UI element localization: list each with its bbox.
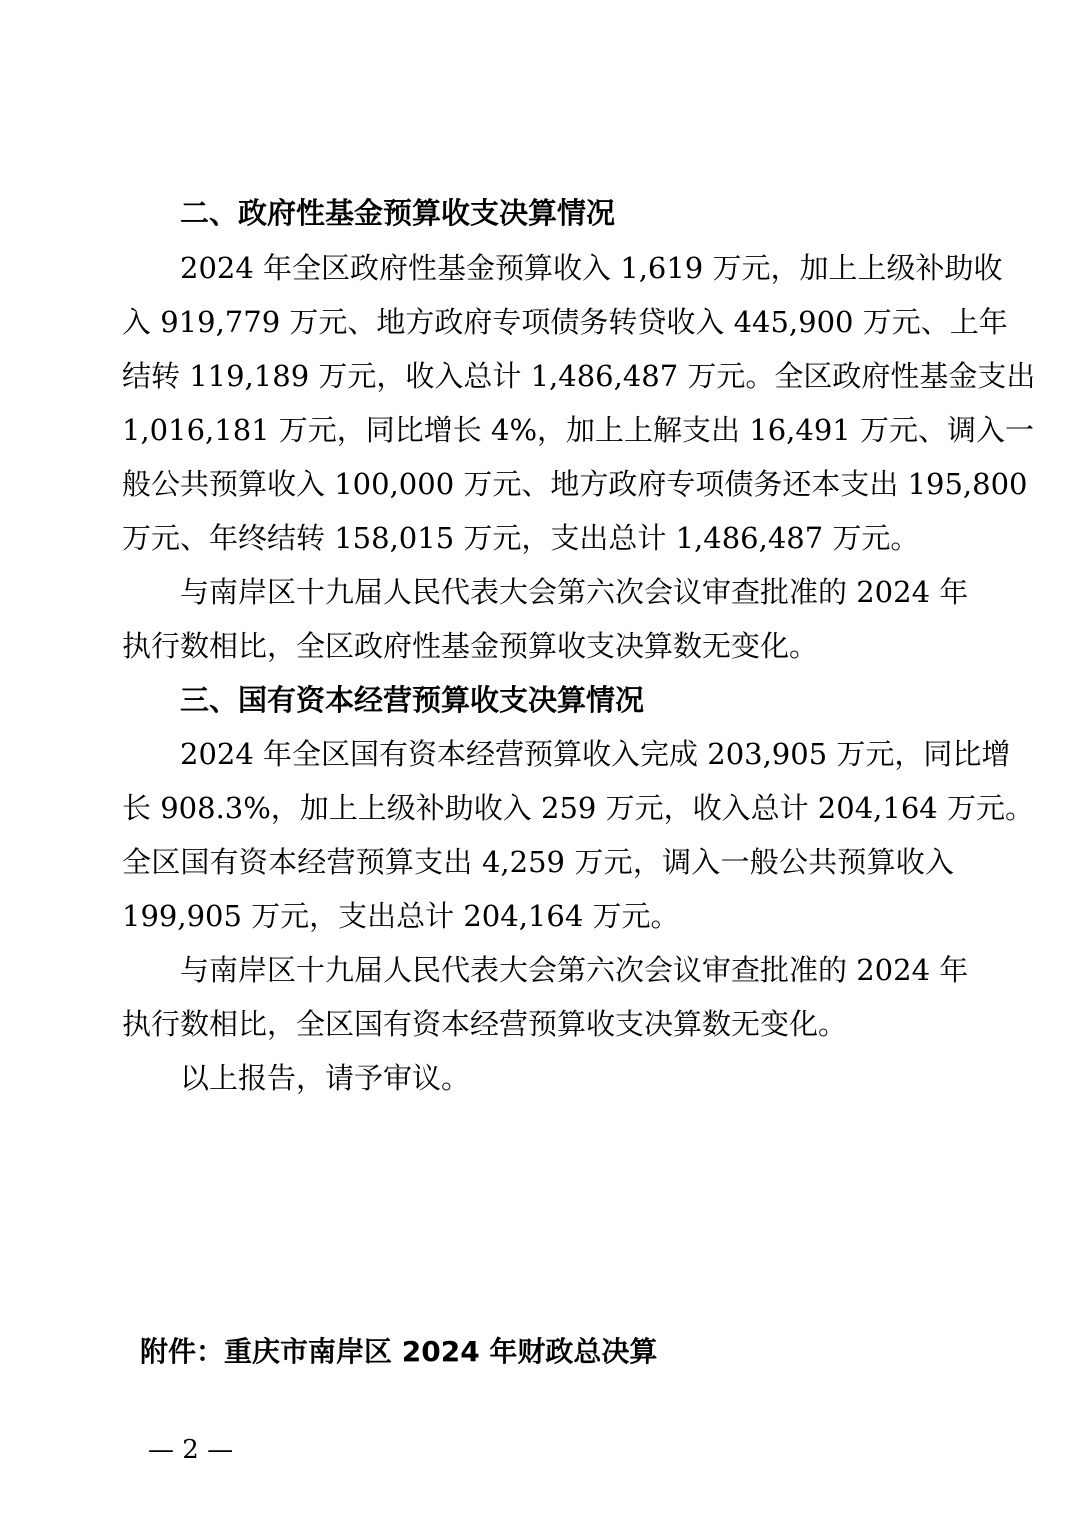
paragraph-line: 结转 119,189 万元，收入总计 1,486,487 万元。全区政府性基金支出 <box>122 359 1036 393</box>
paragraph-line: 般公共预算收入 100,000 万元、地方政府专项债务还本支出 195,800 <box>122 467 1028 501</box>
paragraph-line: 入 919,779 万元、地方政府专项债务转贷收入 445,900 万元、上年 <box>122 305 1008 339</box>
attachment-note: 附件：重庆市南岸区 2024 年财政总决算 <box>140 1335 658 1368</box>
paragraph-line: 2024 年全区政府性基金预算收入 1,619 万元，加上上级补助收 <box>180 251 1003 285</box>
paragraph-line: 长 908.3%，加上上级补助收入 259 万元，收入总计 204,164 万元。 <box>122 791 1034 825</box>
section-heading-state-capital: 三、国有资本经营预算收支决算情况 <box>180 683 645 717</box>
paragraph-line: 万元、年终结转 158,015 万元，支出总计 1,486,487 万元。 <box>122 521 920 555</box>
page-number: — 2 — <box>148 1435 234 1465</box>
paragraph-line: 与南岸区十九届人民代表大会第六次会议审查批准的 2024 年 <box>180 953 969 987</box>
paragraph-line: 执行数相比，全区政府性基金预算收支决算数无变化。 <box>122 629 819 663</box>
paragraph-line: 2024 年全区国有资本经营预算收入完成 203,905 万元，同比增 <box>180 737 1011 771</box>
paragraph-line: 199,905 万元，支出总计 204,164 万元。 <box>122 899 680 933</box>
paragraph-line: 与南岸区十九届人民代表大会第六次会议审查批准的 2024 年 <box>180 575 969 609</box>
paragraph-line: 1,016,181 万元，同比增长 4%，加上上解支出 16,491 万元、调入一 <box>122 413 1034 447</box>
paragraph-line: 执行数相比，全区国有资本经营预算收支决算数无变化。 <box>122 1007 848 1041</box>
section-heading-gov-fund: 二、政府性基金预算收支决算情况 <box>180 196 616 230</box>
paragraph-line: 全区国有资本经营预算支出 4,259 万元，调入一般公共预算收入 <box>122 845 954 879</box>
closing-line: 以上报告，请予审议。 <box>180 1061 471 1095</box>
